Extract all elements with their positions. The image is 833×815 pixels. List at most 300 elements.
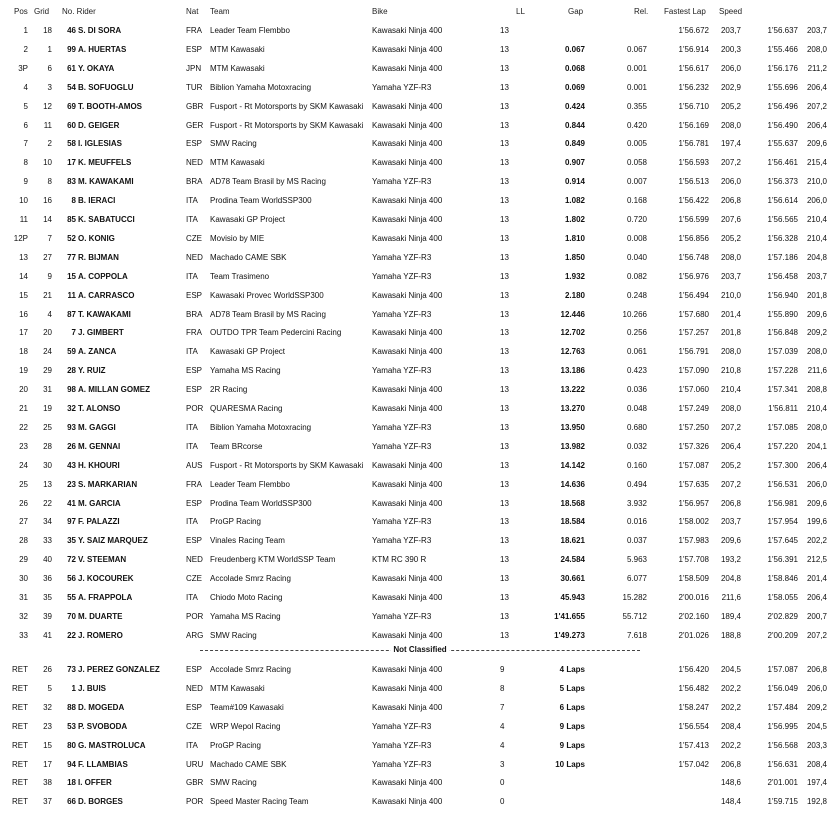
cell-spd: 210,4 [720, 385, 741, 395]
cell-team: Prodina Team WorldSSP300 [210, 498, 312, 508]
cell-spd: 206,4 [720, 441, 741, 451]
cell-grid: 6 [47, 63, 52, 73]
cell-fl: 1'58.247 [678, 702, 709, 712]
cell-grid: 36 [43, 574, 52, 584]
cell-pos: 32 [19, 611, 28, 621]
cell-grid: 33 [43, 536, 52, 546]
cell-spd: 197,4 [720, 139, 741, 149]
cell-fl: 1'56.976 [678, 271, 709, 281]
cell-grid: 7 [47, 233, 52, 243]
cell-num: 28 [67, 366, 76, 376]
cell-rider: K. SABATUCCI [78, 215, 135, 224]
header-rider: No. Rider [62, 7, 96, 16]
cell-grid: 5 [47, 683, 52, 693]
cell-fl: 1'56.482 [678, 683, 709, 693]
cell-rel: 0.168 [626, 196, 647, 206]
cell-grid: 23 [43, 721, 52, 731]
cell-bs: 209,6 [806, 498, 827, 508]
cell-ll: 13 [500, 101, 509, 111]
cell-bl: 1'56.848 [767, 328, 798, 338]
cell-bs: 206,4 [806, 120, 827, 130]
cell-rider: Y. SAIZ MARQUEZ [78, 536, 148, 546]
table-row [0, 380, 833, 399]
header-speed: Speed [719, 7, 743, 16]
cell-grid: 39 [43, 611, 52, 621]
cell-nat: ITA [186, 740, 198, 750]
cell-bike: Kawasaki Ninja 400 [372, 385, 443, 395]
cell-pos: 16 [19, 309, 28, 319]
cell-num: 1 [71, 683, 76, 693]
cell-fl: 2'02.160 [678, 611, 709, 621]
table-row [0, 755, 833, 774]
cell-rel: 0.355 [626, 101, 647, 111]
cell-ll: 4 [500, 721, 505, 731]
cell-fl: 1'56.232 [678, 82, 709, 92]
cell-bike: Kawasaki Ninja 400 [372, 797, 443, 807]
cell-bs: 202,2 [806, 536, 827, 546]
cell-num: 8 [71, 196, 76, 206]
cell-grid: 14 [43, 215, 52, 224]
cell-spd: 202,2 [720, 683, 741, 693]
cell-gap: 13.950 [560, 422, 585, 432]
cell-spd: 204,5 [720, 665, 741, 674]
cell-nat: FRA [186, 26, 202, 35]
table-row [0, 736, 833, 755]
table-row [0, 660, 833, 679]
cell-bike: Kawasaki Ninja 400 [372, 44, 443, 54]
cell-bs: 204,1 [806, 441, 827, 451]
cell-gap: 0.914 [564, 177, 585, 187]
cell-fl: 1'56.513 [678, 177, 709, 187]
cell-pos: 28 [19, 536, 28, 546]
cell-grid: 10 [43, 158, 52, 168]
cell-spd: 205,2 [720, 460, 741, 470]
header-grid: Grid [34, 7, 50, 16]
cell-pos: 1 [23, 26, 28, 35]
cell-rel: 0.067 [626, 44, 647, 54]
cell-gap: 12.763 [560, 347, 585, 357]
cell-bs: 197,4 [806, 778, 827, 788]
cell-fl: 1'57.090 [678, 366, 709, 376]
cell-bs: 207,2 [806, 101, 827, 111]
cell-num: 66 [67, 797, 76, 807]
cell-bs: 209,6 [806, 139, 827, 149]
cell-bike: Yamaha YZF-R3 [372, 611, 432, 621]
cell-spd: 210,8 [720, 366, 741, 376]
cell-bike: Yamaha YZF-R3 [372, 721, 432, 731]
cell-rider: B. IERACI [78, 196, 116, 206]
table-row [0, 191, 833, 210]
cell-rider: D. MOGEDA [78, 702, 125, 712]
cell-rel: 15.282 [622, 593, 647, 602]
table-row [0, 40, 833, 59]
cell-rel: 0.423 [626, 366, 647, 376]
cell-spd: 205,2 [720, 233, 741, 243]
cell-bl: 1'56.328 [767, 233, 798, 243]
table-row [0, 172, 833, 191]
cell-team: MTM Kawasaki [210, 63, 265, 73]
cell-grid: 31 [43, 385, 52, 395]
cell-pos: RET [12, 759, 28, 769]
cell-pos: RET [12, 797, 28, 807]
cell-team: MTM Kawasaki [210, 158, 265, 168]
cell-ll: 13 [500, 460, 509, 470]
cell-fl: 1'56.422 [678, 196, 709, 206]
cell-bs: 192,8 [806, 797, 827, 807]
table-row [0, 679, 833, 698]
cell-bike: Kawasaki Ninja 400 [372, 233, 443, 243]
cell-bl: 1'56.637 [767, 26, 798, 35]
cell-pos: 2 [23, 44, 28, 54]
cell-ll: 13 [500, 574, 509, 584]
cell-num: 22 [67, 630, 76, 640]
cell-ll: 8 [500, 683, 505, 693]
cell-rel: 7.618 [626, 630, 647, 640]
cell-ll: 4 [500, 740, 505, 750]
table-row [0, 305, 833, 324]
cell-rel: 0.680 [626, 422, 647, 432]
cell-spd: 204,8 [720, 574, 741, 584]
cell-grid: 20 [43, 328, 52, 338]
cell-bl: 1'57.039 [767, 347, 798, 357]
cell-gap: 30.661 [560, 574, 585, 584]
cell-nat: ESP [186, 385, 203, 395]
cell-rider: I. OFFER [78, 778, 112, 788]
cell-bike: Kawasaki Ninja 400 [372, 630, 443, 640]
cell-num: 98 [67, 385, 76, 395]
cell-nat: ESP [186, 139, 203, 149]
cell-num: 85 [67, 215, 76, 224]
cell-nat: CZE [186, 721, 202, 731]
cell-rider: S. DI SORA [78, 26, 122, 35]
cell-gap: 18.568 [560, 498, 585, 508]
table-row [0, 78, 833, 97]
cell-fl: 2'00.016 [678, 593, 709, 602]
table-row [0, 475, 833, 494]
cell-bike: Yamaha YZF-R3 [372, 82, 432, 92]
cell-grid: 34 [43, 517, 52, 527]
cell-bs: 201,4 [806, 574, 827, 584]
cell-team: Kawasaki GP Project [210, 347, 285, 357]
cell-team: Team BRcorse [210, 441, 263, 451]
cell-gap: 1.810 [564, 233, 585, 243]
table-row [0, 550, 833, 569]
cell-rider: I. IGLESIAS [78, 139, 123, 149]
cell-fl: 1'56.791 [678, 347, 709, 357]
cell-rel: 0.494 [626, 479, 647, 489]
cell-bs: 208,0 [806, 44, 827, 54]
cell-bike: KTM RC 390 R [372, 555, 427, 565]
cell-bl: 1'56.049 [767, 683, 798, 693]
table-row [0, 134, 833, 153]
cell-pos: 20 [19, 385, 28, 395]
cell-rel: 55.712 [622, 611, 647, 621]
cell-spd: 200,3 [720, 44, 741, 54]
cell-team: Machado CAME SBK [210, 759, 287, 769]
cell-team: QUARESMA Racing [210, 404, 283, 413]
table-row [0, 569, 833, 588]
cell-spd: 211,6 [721, 593, 741, 602]
cell-bs: 204,8 [806, 252, 827, 262]
cell-bl: 1'56.631 [767, 759, 798, 769]
cell-spd: 206,8 [720, 759, 741, 769]
cell-fl: 1'56.957 [678, 498, 709, 508]
cell-rel: 5.963 [626, 555, 647, 565]
cell-bs: 206,8 [806, 665, 827, 674]
cell-num: 17 [67, 158, 76, 168]
cell-num: 55 [67, 593, 76, 602]
cell-bike: Yamaha YZF-R3 [372, 517, 432, 527]
cell-grid: 35 [43, 593, 52, 602]
cell-team: SMW Racing [210, 139, 257, 149]
cell-num: 56 [67, 574, 76, 584]
cell-ll: 13 [500, 82, 509, 92]
cell-num: 46 [67, 26, 76, 35]
table-row [0, 153, 833, 172]
cell-pos: 33 [19, 630, 28, 640]
cell-spd: 207,2 [720, 158, 741, 168]
cell-bl: 1'57.645 [767, 536, 798, 546]
cell-fl: 1'57.413 [678, 740, 709, 750]
cell-bl: 1'57.087 [767, 665, 798, 674]
cell-bs: 203,7 [806, 26, 827, 35]
cell-bl: 1'57.484 [767, 702, 798, 712]
cell-fl: 1'56.748 [678, 252, 709, 262]
cell-pos: 23 [19, 441, 28, 451]
cell-rider: K. MEUFFELS [78, 158, 132, 168]
cell-nat: FRA [186, 479, 202, 489]
cell-bl: 1'55.637 [767, 139, 798, 149]
cell-bike: Kawasaki Ninja 400 [372, 702, 443, 712]
cell-ll: 13 [500, 26, 509, 35]
cell-bl: 1'56.461 [767, 158, 798, 168]
cell-team: Yamaha MS Racing [210, 611, 281, 621]
cell-bs: 215,4 [806, 158, 827, 168]
table-row [0, 773, 833, 792]
cell-num: 18 [67, 778, 76, 788]
cell-nat: CZE [186, 574, 202, 584]
cell-num: 53 [67, 721, 76, 731]
cell-pos: 6 [23, 120, 28, 130]
table-row [0, 494, 833, 513]
cell-spd: 201,8 [720, 328, 741, 338]
cell-rider: P. SVOBODA [78, 721, 128, 731]
cell-grid: 41 [43, 630, 52, 640]
header-rel: Rel. [634, 7, 649, 16]
cell-nat: ITA [186, 271, 198, 281]
cell-fl: 1'57.087 [678, 460, 709, 470]
cell-bl: 1'56.940 [767, 290, 798, 300]
cell-nat: BRA [186, 177, 203, 187]
cell-rel: 6.077 [626, 574, 647, 584]
cell-spd: 205,2 [720, 101, 741, 111]
cell-rider: Y. OKAYA [78, 63, 115, 73]
cell-nat: FRA [186, 328, 202, 338]
cell-rel: 0.007 [626, 177, 647, 187]
cell-num: 7 [71, 328, 76, 338]
cell-ll: 13 [500, 158, 509, 168]
cell-bike: Kawasaki Ninja 400 [372, 460, 443, 470]
cell-team: Machado CAME SBK [210, 252, 287, 262]
cell-spd: 207,2 [720, 479, 741, 489]
cell-team: ProGP Racing [210, 517, 261, 527]
cell-bl: 1'56.568 [767, 740, 798, 750]
cell-pos: 22 [19, 422, 28, 432]
cell-num: 80 [67, 740, 76, 750]
cell-rider: T. BOOTH-AMOS [78, 101, 142, 111]
cell-rider: F. LLAMBIAS [78, 759, 128, 769]
cell-gap: 1.850 [564, 252, 585, 262]
cell-bs: 206,0 [806, 196, 827, 206]
cell-pos: 10 [19, 196, 28, 206]
cell-fl: 1'56.599 [678, 215, 709, 224]
header-nat: Nat [186, 7, 199, 16]
cell-grid: 25 [43, 422, 52, 432]
cell-num: 73 [67, 665, 76, 674]
cell-rider: M. GAGGI [78, 422, 116, 432]
cell-bike: Yamaha YZF-R3 [372, 252, 432, 262]
cell-nat: CZE [186, 233, 202, 243]
cell-nat: POR [186, 404, 204, 413]
cell-spd: 148,4 [720, 797, 741, 807]
cell-rel: 10.266 [622, 309, 647, 319]
cell-rider: J. ROMERO [78, 630, 123, 640]
cell-rider: J. BUIS [78, 683, 107, 693]
cell-pos: 21 [19, 404, 28, 413]
cell-bl: 1'56.811 [768, 404, 798, 413]
cell-team: Movisio by MIE [210, 233, 265, 243]
cell-bs: 209,2 [806, 328, 827, 338]
header-gap: Gap [568, 7, 584, 16]
cell-rel: 0.058 [626, 158, 647, 168]
cell-num: 11 [67, 290, 76, 300]
cell-bs: 210,0 [806, 177, 827, 187]
cell-bs: 204,5 [806, 721, 827, 731]
cell-bike: Kawasaki Ninja 400 [372, 498, 443, 508]
cell-fl: 1'57.983 [678, 536, 709, 546]
cell-bl: 1'56.176 [767, 63, 798, 73]
cell-bl: 1'58.055 [767, 593, 798, 602]
cell-nat: ITA [186, 347, 198, 357]
cell-bl: 2'00.209 [767, 630, 798, 640]
cell-grid: 13 [43, 479, 52, 489]
cell-bl: 1'57.085 [767, 422, 798, 432]
cell-num: 58 [67, 139, 76, 149]
cell-bike: Kawasaki Ninja 400 [372, 683, 443, 693]
cell-team: Leader Team Flembbo [210, 479, 290, 489]
table-row [0, 267, 833, 286]
cell-team: 2R Racing [210, 385, 248, 395]
cell-pos: RET [12, 721, 28, 731]
cell-grid: 37 [43, 797, 52, 807]
cell-team: ProGP Racing [210, 740, 261, 750]
cell-ll: 13 [500, 328, 509, 338]
cell-pos: 7 [23, 139, 28, 149]
cell-team: Prodina Team WorldSSP300 [210, 196, 312, 206]
cell-grid: 29 [43, 366, 52, 376]
cell-nat: ITA [186, 517, 198, 527]
cell-spd: 206,8 [720, 196, 741, 206]
cell-num: 23 [67, 479, 76, 489]
cell-bl: 1'58.846 [767, 574, 798, 584]
cell-nat: ESP [186, 536, 203, 546]
cell-bike: Kawasaki Ninja 400 [372, 479, 443, 489]
cell-gap: 13.982 [560, 441, 585, 451]
cell-nat: JPN [186, 63, 202, 73]
cell-rider: A. MILLAN GOMEZ [78, 385, 150, 395]
cell-spd: 208,0 [720, 404, 741, 413]
cell-rel: 0.001 [626, 63, 647, 73]
cell-gap: 14.142 [560, 460, 585, 470]
cell-fl: 1'57.250 [678, 422, 709, 432]
cell-nat: ESP [186, 665, 203, 674]
cell-gap: 12.446 [560, 309, 585, 319]
cell-bike: Kawasaki Ninja 400 [372, 290, 443, 300]
cell-nat: POR [186, 611, 204, 621]
cell-nat: ITA [186, 196, 198, 206]
cell-ll: 13 [500, 385, 509, 395]
cell-team: Accolade Smrz Racing [210, 574, 291, 584]
cell-rel: 0.160 [626, 460, 647, 470]
cell-gap: 0.844 [564, 120, 585, 130]
table-row [0, 698, 833, 717]
cell-bike: Yamaha YZF-R3 [372, 759, 432, 769]
cell-rider: A. FRAPPOLA [78, 593, 133, 602]
cell-ll: 13 [500, 139, 509, 149]
cell-ll: 13 [500, 517, 509, 527]
cell-spd: 206,0 [720, 63, 741, 73]
cell-bs: 206,4 [806, 593, 827, 602]
cell-bl: 1'56.458 [767, 271, 798, 281]
table-row [0, 229, 833, 248]
cell-ll: 13 [500, 366, 509, 376]
cell-bl: 1'56.373 [767, 177, 798, 187]
cell-fl: 2'01.026 [678, 630, 709, 640]
cell-spd: 206,0 [720, 177, 741, 187]
cell-grid: 28 [43, 441, 52, 451]
cell-pos: RET [12, 665, 28, 674]
cell-team: Chiodo Moto Racing [210, 593, 283, 602]
cell-rider: S. MARKARIAN [78, 479, 138, 489]
cell-bs: 211,2 [807, 63, 827, 73]
cell-fl: 1'57.042 [678, 759, 709, 769]
cell-fl: 1'56.494 [678, 290, 709, 300]
cell-nat: NED [186, 158, 203, 168]
cell-gap: 4 Laps [559, 665, 585, 674]
cell-spd: 201,4 [720, 309, 741, 319]
cell-num: 60 [67, 120, 76, 130]
cell-nat: ESP [186, 702, 203, 712]
cell-team: MTM Kawasaki [210, 683, 265, 693]
cell-bl: 1'56.981 [767, 498, 798, 508]
cell-gap: 9 Laps [559, 721, 585, 731]
table-row [0, 361, 833, 380]
cell-gap: 12.702 [560, 328, 585, 338]
cell-team: Leader Team Flembbo [210, 26, 290, 35]
cell-nat: GBR [186, 778, 204, 788]
cell-ll: 13 [500, 347, 509, 357]
cell-fl: 1'56.554 [678, 721, 709, 731]
cell-rel: 0.061 [626, 347, 647, 357]
cell-fl: 1'56.593 [678, 158, 709, 168]
cell-gap: 0.424 [564, 101, 585, 111]
cell-grid: 1 [47, 44, 52, 54]
cell-pos: 9 [23, 177, 28, 187]
cell-fl: 1'58.509 [678, 574, 709, 584]
cell-spd: 207,2 [720, 422, 741, 432]
cell-bike: Yamaha YZF-R3 [372, 536, 432, 546]
header-pos: Pos [14, 7, 28, 16]
